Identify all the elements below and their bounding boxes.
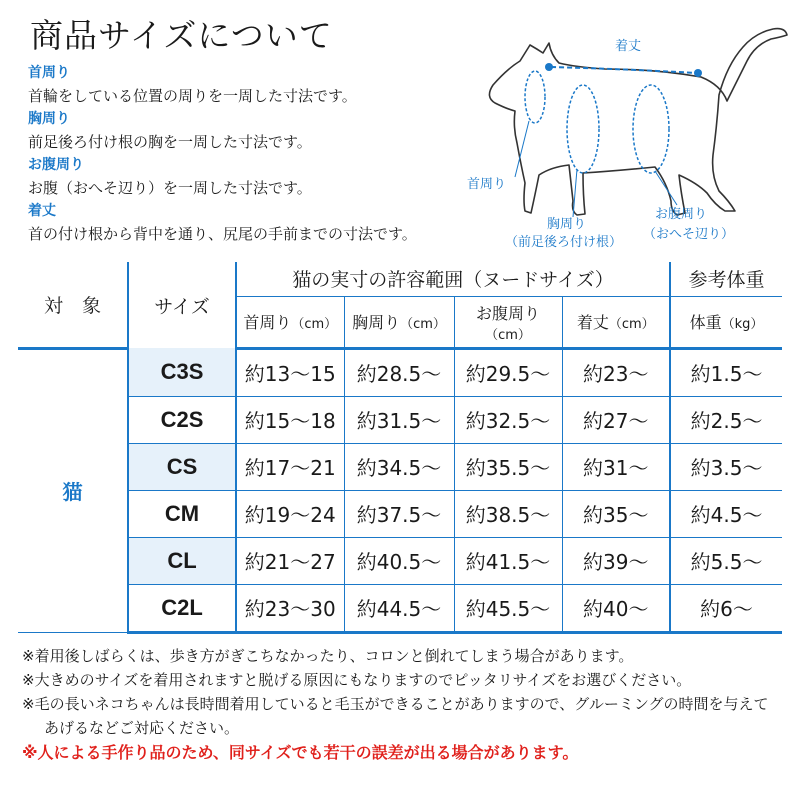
size-label: C3S bbox=[128, 348, 236, 396]
length-value: 約31～ bbox=[562, 443, 670, 490]
definition-term: 胸周り bbox=[28, 111, 70, 127]
belly-value: 約38.5～ bbox=[454, 490, 562, 537]
note-item: ※大きめのサイズを着用されますと脱げる原因にもなりますのでピッタリサイズをお選びください。 bbox=[22, 671, 692, 689]
note-item: ※着用後しばらくは、歩き方がぎこちなかったり、コロンと倒れてしまう場合があります。 bbox=[22, 647, 634, 665]
size-label: CS bbox=[128, 443, 236, 490]
header-neck-label: 首周り bbox=[243, 313, 292, 332]
unit-kg: （kg） bbox=[721, 317, 764, 332]
header-nude-size: 猫の実寸の許容範囲（ヌードサイズ） bbox=[236, 262, 670, 296]
definition-belly bbox=[28, 154, 508, 200]
belly-ring bbox=[633, 85, 669, 173]
definition-length bbox=[28, 200, 508, 246]
unit-cm: （cm） bbox=[400, 317, 446, 332]
chest-leader bbox=[573, 169, 577, 217]
length-value: 約23～ bbox=[562, 348, 670, 396]
neck-label: 首周り bbox=[467, 177, 507, 192]
header-chest bbox=[344, 296, 454, 348]
weight-value: 約3.5～ bbox=[670, 443, 782, 490]
belly-value: 約32.5～ bbox=[454, 396, 562, 443]
length-value: 約27～ bbox=[562, 396, 670, 443]
length-endpoint bbox=[694, 69, 702, 77]
chest-value: 約37.5～ bbox=[344, 490, 454, 537]
header-belly-label: お腹周り bbox=[475, 303, 540, 323]
length-endpoint bbox=[545, 63, 553, 71]
unit-cm: （cm） bbox=[608, 317, 655, 332]
chest-value: 約40.5～ bbox=[344, 537, 454, 584]
neck-value: 約15～18 bbox=[236, 396, 344, 443]
definition-chest bbox=[28, 108, 508, 154]
length-label: 着丈 bbox=[615, 39, 642, 54]
weight-value: 約5.5～ bbox=[670, 537, 782, 584]
measurement-definitions bbox=[28, 62, 508, 246]
neck-value: 約21～27 bbox=[236, 537, 344, 584]
unit-cm: （cm） bbox=[291, 317, 338, 332]
size-label: C2L bbox=[128, 584, 236, 632]
chest-value: 約28.5～ bbox=[344, 348, 454, 396]
unit-cm: （cm） bbox=[485, 327, 531, 343]
header-ref-weight: 参考体重 bbox=[670, 262, 782, 296]
length-value: 約40～ bbox=[562, 584, 670, 632]
chest-sublabel: （前足後ろ付け根） bbox=[505, 235, 623, 250]
weight-value: 約4.5～ bbox=[670, 490, 782, 537]
neck-value: 約17～21 bbox=[236, 443, 344, 490]
note-item: ※毛の長いネコちゃんは長時間着用していると毛玉ができることがありますので、グルーミングの時間を与えてあげるなどご対応ください。 bbox=[22, 695, 769, 737]
header-belly bbox=[454, 296, 562, 348]
belly-leader bbox=[655, 171, 677, 205]
belly-value: 約41.5～ bbox=[454, 537, 562, 584]
header-length bbox=[562, 296, 670, 348]
length-value: 約35～ bbox=[562, 490, 670, 537]
weight-value: 約2.5～ bbox=[670, 396, 782, 443]
page-title: 商品サイズについて bbox=[30, 16, 333, 55]
chest-value: 約31.5～ bbox=[344, 396, 454, 443]
neck-value: 約23～30 bbox=[236, 584, 344, 632]
definition-term: 首周り bbox=[28, 65, 70, 81]
size-label: CM bbox=[128, 490, 236, 537]
neck-ring bbox=[525, 71, 545, 123]
cat-measurement-figure bbox=[455, 5, 800, 260]
belly-label: お腹周り bbox=[655, 207, 708, 222]
definition-desc: 前足後ろ付け根の胸を一周した寸法です。 bbox=[28, 133, 312, 151]
belly-value: 約45.5～ bbox=[454, 584, 562, 632]
definition-desc: お腹（おへそ辺り）を一周した寸法です。 bbox=[28, 179, 312, 197]
chest-value: 約34.5～ bbox=[344, 443, 454, 490]
length-line bbox=[551, 67, 697, 73]
size-label: C2S bbox=[128, 396, 236, 443]
belly-value: 約29.5～ bbox=[454, 348, 562, 396]
header-neck bbox=[236, 296, 344, 348]
neck-value: 約19～24 bbox=[236, 490, 344, 537]
header-weight bbox=[670, 296, 782, 348]
definition-term: 着丈 bbox=[28, 203, 56, 219]
weight-value: 約6～ bbox=[670, 584, 782, 632]
header-length-label: 着丈 bbox=[576, 313, 609, 332]
header-size: サイズ bbox=[128, 262, 236, 348]
notes-list bbox=[22, 644, 782, 766]
definition-desc: 首の付け根から背中を通り、尻尾の手前までの寸法です。 bbox=[28, 225, 417, 243]
header-weight-label: 体重 bbox=[689, 313, 722, 332]
neck-value: 約13～15 bbox=[236, 348, 344, 396]
header-chest-label: 胸周り bbox=[352, 313, 401, 332]
definition-neck bbox=[28, 62, 508, 108]
cat-outline bbox=[489, 29, 787, 215]
size-label: CL bbox=[128, 537, 236, 584]
chest-ring bbox=[567, 85, 599, 173]
chest-label: 胸周り bbox=[547, 217, 587, 232]
warning-note: ※人による手作り品のため、同サイズでも若干の誤差が出る場合があります。 bbox=[22, 743, 579, 762]
weight-value: 約1.5～ bbox=[670, 348, 782, 396]
length-value: 約39～ bbox=[562, 537, 670, 584]
definition-desc: 首輪をしている位置の周りを一周した寸法です。 bbox=[28, 87, 357, 105]
size-table bbox=[18, 262, 782, 634]
header-target: 対 象 bbox=[43, 294, 101, 317]
belly-value: 約35.5～ bbox=[454, 443, 562, 490]
target-cat: 猫 bbox=[18, 348, 128, 632]
definition-term: お腹周り bbox=[28, 157, 84, 173]
belly-sublabel: （おへそ辺り） bbox=[643, 227, 735, 242]
chest-value: 約44.5～ bbox=[344, 584, 454, 632]
